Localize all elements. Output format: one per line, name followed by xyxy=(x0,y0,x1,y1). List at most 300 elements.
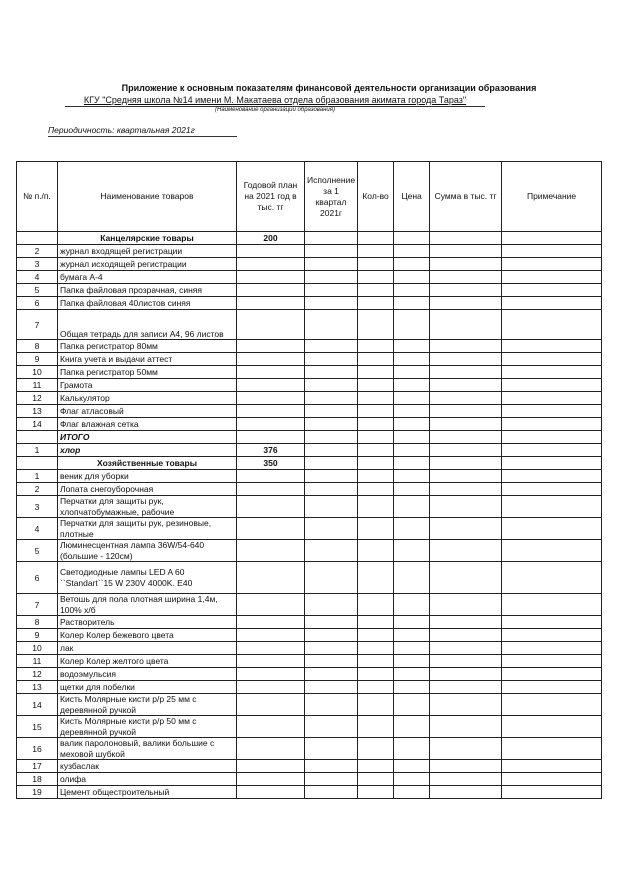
price-cell xyxy=(394,353,430,366)
table-row xyxy=(17,245,602,258)
note-cell xyxy=(502,773,602,786)
price-cell xyxy=(394,297,430,310)
annual-plan-cell: 350 xyxy=(237,457,305,470)
row-number: 12 xyxy=(17,392,58,405)
execution-cell xyxy=(305,562,358,594)
quantity-cell xyxy=(358,655,394,668)
table-row xyxy=(17,444,602,457)
execution-cell xyxy=(305,773,358,786)
row-number: 7 xyxy=(17,594,58,616)
item-name: олифа xyxy=(58,773,237,786)
item-name: Растворитель xyxy=(58,616,237,629)
quantity-cell xyxy=(358,668,394,681)
execution-cell xyxy=(305,405,358,418)
quantity-cell xyxy=(358,681,394,694)
table-row xyxy=(17,616,602,629)
row-number: 9 xyxy=(17,353,58,366)
annual-plan-cell xyxy=(237,668,305,681)
annual-plan-cell xyxy=(237,629,305,642)
annual-plan-cell xyxy=(237,271,305,284)
annual-plan-cell xyxy=(237,431,305,444)
annual-plan-cell xyxy=(237,681,305,694)
item-name: Кисть Молярные кисти р/р 50 мм с деревянной ручкой xyxy=(58,716,237,738)
quantity-cell xyxy=(358,496,394,518)
row-number: 14 xyxy=(17,418,58,431)
note-cell xyxy=(502,271,602,284)
annual-plan-cell xyxy=(237,483,305,496)
column-header-note: Примечание xyxy=(502,162,602,232)
price-cell xyxy=(394,271,430,284)
annual-plan-cell xyxy=(237,245,305,258)
execution-cell xyxy=(305,379,358,392)
annual-plan-cell xyxy=(237,773,305,786)
note-cell xyxy=(502,562,602,594)
price-cell xyxy=(394,518,430,540)
execution-cell xyxy=(305,245,358,258)
item-name: щетки для побелки xyxy=(58,681,237,694)
annual-plan-cell xyxy=(237,340,305,353)
sum-cell xyxy=(430,773,502,786)
note-cell xyxy=(502,366,602,379)
execution-cell xyxy=(305,418,358,431)
sum-cell xyxy=(430,540,502,562)
row-number: 2 xyxy=(17,483,58,496)
execution-cell xyxy=(305,496,358,518)
price-cell xyxy=(394,431,430,444)
annual-plan-cell xyxy=(237,353,305,366)
table-body xyxy=(17,232,602,799)
note-cell xyxy=(502,518,602,540)
quantity-cell xyxy=(358,716,394,738)
table-header-row xyxy=(17,162,602,232)
table-row xyxy=(17,431,602,444)
table-row xyxy=(17,642,602,655)
row-number: 8 xyxy=(17,340,58,353)
sum-cell xyxy=(430,655,502,668)
execution-cell xyxy=(305,668,358,681)
note-cell xyxy=(502,496,602,518)
price-cell xyxy=(394,418,430,431)
row-number: 15 xyxy=(17,716,58,738)
item-name: Хозяйственные товары xyxy=(58,457,237,470)
table-row xyxy=(17,353,602,366)
annual-plan-cell xyxy=(237,760,305,773)
price-cell xyxy=(394,760,430,773)
annual-plan-cell xyxy=(237,496,305,518)
note-cell xyxy=(502,716,602,738)
price-cell xyxy=(394,366,430,379)
execution-cell xyxy=(305,366,358,379)
price-cell xyxy=(394,340,430,353)
note-cell xyxy=(502,629,602,642)
table-row xyxy=(17,786,602,799)
row-number: 1 xyxy=(17,470,58,483)
table-row xyxy=(17,366,602,379)
item-name: Цемент общестроительный xyxy=(58,786,237,799)
quantity-cell xyxy=(358,540,394,562)
row-number xyxy=(17,232,58,245)
annual-plan-cell xyxy=(237,562,305,594)
quantity-cell xyxy=(358,616,394,629)
sum-cell xyxy=(430,379,502,392)
annual-plan-cell xyxy=(237,470,305,483)
quantity-cell xyxy=(358,340,394,353)
quantity-cell xyxy=(358,629,394,642)
table-row xyxy=(17,310,602,340)
row-number: 10 xyxy=(17,642,58,655)
sum-cell xyxy=(430,431,502,444)
table-row xyxy=(17,258,602,271)
annual-plan-cell xyxy=(237,258,305,271)
quantity-cell xyxy=(358,392,394,405)
table-row xyxy=(17,716,602,738)
sum-cell xyxy=(430,418,502,431)
price-cell xyxy=(394,716,430,738)
sum-cell xyxy=(430,594,502,616)
row-number: 13 xyxy=(17,405,58,418)
price-cell xyxy=(394,444,430,457)
annual-plan-cell xyxy=(237,518,305,540)
note-cell xyxy=(502,738,602,760)
sum-cell xyxy=(430,760,502,773)
item-name: Кисть Молярные кисти р/р 25 мм с деревянной ручкой xyxy=(58,694,237,716)
execution-cell xyxy=(305,483,358,496)
execution-cell xyxy=(305,392,358,405)
item-name: Калькулятор xyxy=(58,392,237,405)
organization-name: КГУ "Средняя школа №14 имени М. Макатаева отдела образования акимата города Тараз" xyxy=(65,95,485,107)
execution-cell xyxy=(305,760,358,773)
execution-cell xyxy=(305,540,358,562)
price-cell xyxy=(394,562,430,594)
note-cell xyxy=(502,457,602,470)
price-cell xyxy=(394,773,430,786)
annual-plan-cell xyxy=(237,716,305,738)
quantity-cell xyxy=(358,444,394,457)
quantity-cell xyxy=(358,518,394,540)
item-name: Папка регистратор 80мм xyxy=(58,340,237,353)
table-row xyxy=(17,470,602,483)
row-number: 17 xyxy=(17,760,58,773)
item-name: валик паролоновый, валики большие с меховой шубкой xyxy=(58,738,237,760)
annual-plan-cell xyxy=(237,540,305,562)
price-cell xyxy=(394,786,430,799)
item-name: Общая тетрадь для записи А4, 96 листов xyxy=(58,310,237,340)
quantity-cell xyxy=(358,366,394,379)
quantity-cell xyxy=(358,760,394,773)
item-name: Колер Колер бежевого цвета xyxy=(58,629,237,642)
item-name: Светодиодные лампы LED A 60 ``Standart``15 W 230V 4000K. E40 xyxy=(58,562,237,594)
row-number: 12 xyxy=(17,668,58,681)
execution-cell xyxy=(305,594,358,616)
price-cell xyxy=(394,405,430,418)
organization-caption: (Наименование организации образования) xyxy=(215,107,335,113)
table-row xyxy=(17,232,602,245)
table-row xyxy=(17,562,602,594)
price-cell xyxy=(394,738,430,760)
table-row xyxy=(17,340,602,353)
item-name: Грамота xyxy=(58,379,237,392)
quantity-cell xyxy=(358,694,394,716)
row-number: 5 xyxy=(17,540,58,562)
sum-cell xyxy=(430,444,502,457)
execution-cell xyxy=(305,444,358,457)
sum-cell xyxy=(430,245,502,258)
price-cell xyxy=(394,668,430,681)
item-name: лак xyxy=(58,642,237,655)
sum-cell xyxy=(430,496,502,518)
row-number: 6 xyxy=(17,297,58,310)
quantity-cell xyxy=(358,271,394,284)
annual-plan-cell xyxy=(237,418,305,431)
quantity-cell xyxy=(358,245,394,258)
price-cell xyxy=(394,258,430,271)
annual-plan-cell xyxy=(237,786,305,799)
table-row xyxy=(17,760,602,773)
execution-cell xyxy=(305,310,358,340)
table-row xyxy=(17,694,602,716)
table-row xyxy=(17,518,602,540)
price-cell xyxy=(394,457,430,470)
item-name: журнал входящей регистрации xyxy=(58,245,237,258)
execution-cell xyxy=(305,694,358,716)
row-number: 1 xyxy=(17,444,58,457)
row-number: 4 xyxy=(17,518,58,540)
note-cell xyxy=(502,681,602,694)
item-name: Папка регистратор 50мм xyxy=(58,366,237,379)
item-name: Ветошь для пола плотная ширина 1,4м, 100% х/б xyxy=(58,594,237,616)
price-cell xyxy=(394,629,430,642)
sum-cell xyxy=(430,258,502,271)
sum-cell xyxy=(430,738,502,760)
table-row xyxy=(17,379,602,392)
price-cell xyxy=(394,616,430,629)
execution-cell xyxy=(305,518,358,540)
item-name: Флаг атласовый xyxy=(58,405,237,418)
goods-table xyxy=(16,161,602,799)
execution-cell xyxy=(305,629,358,642)
note-cell xyxy=(502,392,602,405)
sum-cell xyxy=(430,470,502,483)
quantity-cell xyxy=(358,470,394,483)
item-name: Лопата снегоуборочная xyxy=(58,483,237,496)
table-row xyxy=(17,629,602,642)
sum-cell xyxy=(430,271,502,284)
row-number: 9 xyxy=(17,629,58,642)
price-cell xyxy=(394,470,430,483)
item-name: Люминесцентная лампа 36W/54-640 (большие - 120см) xyxy=(58,540,237,562)
table-row xyxy=(17,457,602,470)
table-row xyxy=(17,271,602,284)
item-name: хлор xyxy=(58,444,237,457)
annual-plan-cell: 376 xyxy=(237,444,305,457)
table-row xyxy=(17,483,602,496)
periodicity-line: Периодичность: квартальная 2021г xyxy=(48,125,237,137)
item-name: бумага А-4 xyxy=(58,271,237,284)
table-row xyxy=(17,738,602,760)
note-cell xyxy=(502,340,602,353)
quantity-cell xyxy=(358,297,394,310)
price-cell xyxy=(394,594,430,616)
quantity-cell xyxy=(358,379,394,392)
annual-plan-cell xyxy=(237,379,305,392)
row-number: 11 xyxy=(17,655,58,668)
note-cell xyxy=(502,310,602,340)
note-cell xyxy=(502,470,602,483)
note-cell xyxy=(502,431,602,444)
item-name: веник для уборки xyxy=(58,470,237,483)
note-cell xyxy=(502,655,602,668)
item-name: Книга учета и выдачи аттест xyxy=(58,353,237,366)
note-cell xyxy=(502,245,602,258)
row-number: 6 xyxy=(17,562,58,594)
note-cell xyxy=(502,232,602,245)
note-cell xyxy=(502,418,602,431)
price-cell xyxy=(394,681,430,694)
note-cell xyxy=(502,786,602,799)
item-name: кузбаслак xyxy=(58,760,237,773)
table-row xyxy=(17,496,602,518)
execution-cell xyxy=(305,340,358,353)
column-header-execution: Исполнение за 1 квартал 2021г xyxy=(305,162,358,232)
annual-plan-cell xyxy=(237,366,305,379)
annual-plan-cell xyxy=(237,616,305,629)
note-cell xyxy=(502,379,602,392)
note-cell xyxy=(502,642,602,655)
row-number: 3 xyxy=(17,258,58,271)
price-cell xyxy=(394,655,430,668)
annual-plan-cell xyxy=(237,738,305,760)
sum-cell xyxy=(430,642,502,655)
table-row xyxy=(17,668,602,681)
price-cell xyxy=(394,392,430,405)
note-cell xyxy=(502,594,602,616)
annual-plan-cell xyxy=(237,642,305,655)
note-cell xyxy=(502,405,602,418)
column-header-price: Цена xyxy=(394,162,430,232)
execution-cell xyxy=(305,655,358,668)
row-number: 11 xyxy=(17,379,58,392)
quantity-cell xyxy=(358,642,394,655)
item-name: Колер Колер желтого цвета xyxy=(58,655,237,668)
quantity-cell xyxy=(358,562,394,594)
row-number: 14 xyxy=(17,694,58,716)
document-title: Приложение к основным показателям финансовой деятельности организации образования xyxy=(121,83,537,93)
price-cell xyxy=(394,694,430,716)
row-number: 18 xyxy=(17,773,58,786)
item-name: Перчатки для защиты рук, хлопчатобумажные, рабочие xyxy=(58,496,237,518)
execution-cell xyxy=(305,716,358,738)
price-cell xyxy=(394,232,430,245)
sum-cell xyxy=(430,340,502,353)
note-cell xyxy=(502,353,602,366)
item-name: ИТОГО xyxy=(58,431,237,444)
column-header-sum: Сумма в тыс. тг xyxy=(430,162,502,232)
table-row xyxy=(17,405,602,418)
note-cell xyxy=(502,284,602,297)
sum-cell xyxy=(430,629,502,642)
note-cell xyxy=(502,694,602,716)
sum-cell xyxy=(430,483,502,496)
row-number: 8 xyxy=(17,616,58,629)
quantity-cell xyxy=(358,284,394,297)
sum-cell xyxy=(430,366,502,379)
item-name: Флаг влажная сетка xyxy=(58,418,237,431)
execution-cell xyxy=(305,786,358,799)
row-number: 5 xyxy=(17,284,58,297)
sum-cell xyxy=(430,518,502,540)
item-name: водоэмульсия xyxy=(58,668,237,681)
execution-cell xyxy=(305,284,358,297)
quantity-cell xyxy=(358,431,394,444)
execution-cell xyxy=(305,738,358,760)
table-row xyxy=(17,655,602,668)
sum-cell xyxy=(430,457,502,470)
quantity-cell xyxy=(358,353,394,366)
note-cell xyxy=(502,444,602,457)
price-cell xyxy=(394,642,430,655)
item-name: Перчатки для защиты рук, резиновые, плотные xyxy=(58,518,237,540)
sum-cell xyxy=(430,681,502,694)
row-number xyxy=(17,457,58,470)
annual-plan-cell xyxy=(237,392,305,405)
annual-plan-cell xyxy=(237,405,305,418)
table-row xyxy=(17,681,602,694)
execution-cell xyxy=(305,681,358,694)
note-cell xyxy=(502,668,602,681)
sum-cell xyxy=(430,786,502,799)
sum-cell xyxy=(430,716,502,738)
annual-plan-cell: 200 xyxy=(237,232,305,245)
price-cell xyxy=(394,284,430,297)
execution-cell xyxy=(305,258,358,271)
sum-cell xyxy=(430,284,502,297)
table-row xyxy=(17,418,602,431)
table-row xyxy=(17,594,602,616)
item-name: журнал исходящей регистрации xyxy=(58,258,237,271)
execution-cell xyxy=(305,431,358,444)
annual-plan-cell xyxy=(237,655,305,668)
execution-cell xyxy=(305,271,358,284)
note-cell xyxy=(502,483,602,496)
execution-cell xyxy=(305,457,358,470)
row-number: 3 xyxy=(17,496,58,518)
item-name: Папка файловая прозрачная, синяя xyxy=(58,284,237,297)
price-cell xyxy=(394,483,430,496)
price-cell xyxy=(394,379,430,392)
row-number: 13 xyxy=(17,681,58,694)
execution-cell xyxy=(305,470,358,483)
annual-plan-cell xyxy=(237,694,305,716)
sum-cell xyxy=(430,616,502,629)
execution-cell xyxy=(305,616,358,629)
sum-cell xyxy=(430,353,502,366)
item-name: Канцелярские товары xyxy=(58,232,237,245)
row-number xyxy=(17,431,58,444)
quantity-cell xyxy=(358,738,394,760)
execution-cell xyxy=(305,353,358,366)
price-cell xyxy=(394,496,430,518)
quantity-cell xyxy=(358,786,394,799)
row-number: 7 xyxy=(17,310,58,340)
column-header-name: Наименование товаров xyxy=(58,162,237,232)
execution-cell xyxy=(305,642,358,655)
sum-cell xyxy=(430,562,502,594)
column-header-number: № п./п. xyxy=(17,162,58,232)
note-cell xyxy=(502,540,602,562)
sum-cell xyxy=(430,668,502,681)
sum-cell xyxy=(430,297,502,310)
price-cell xyxy=(394,245,430,258)
